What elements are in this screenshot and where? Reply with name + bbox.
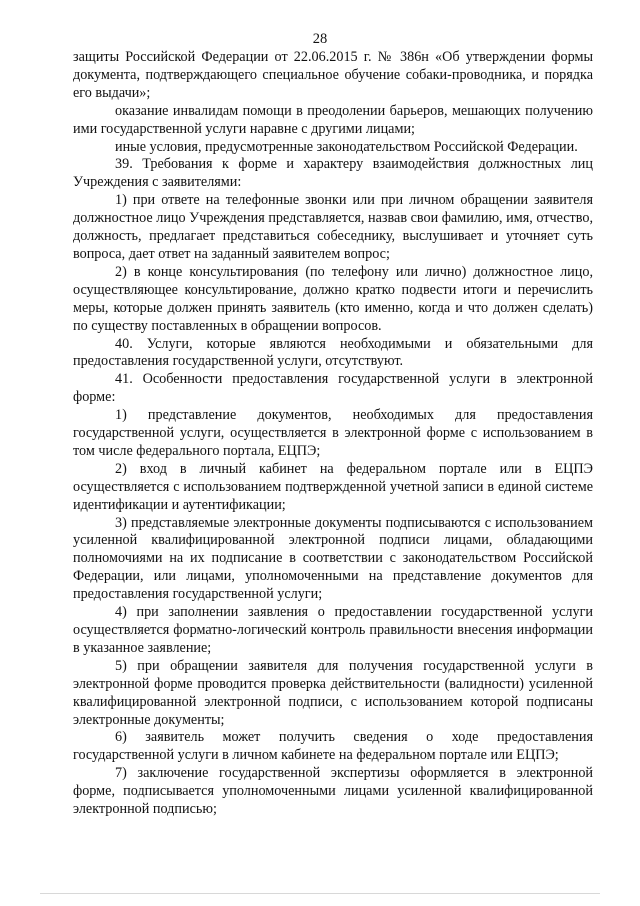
page-number: 28 xyxy=(312,31,328,47)
paragraph-41-item-6: 6) заявитель может получить сведения о ходе предоставления государственной услуги в личном кабинете на федеральном портале или ЕЦПЭ; xyxy=(73,729,593,764)
paragraph-41-electronic-form: 41. Особенности предоставления государственной услуги в электронной форме: xyxy=(73,371,593,406)
paragraph-40-necessary-services: 40. Услуги, которые являются необходимыми и обязательными для предоставления государственной услуги, отсутствуют. xyxy=(73,335,593,370)
paragraph-41-item-4: 4) при заполнении заявления о предоставлении государственной услуги осуществляется форматно-логический контроль правильности внесения информации в указанное заявление; xyxy=(73,604,593,656)
paragraph-assistance-barriers: оказание инвалидам помощи в преодолении барьеров, мешающих получению ими государственной услуги наравне с другими лицами; xyxy=(73,102,593,137)
paragraph-other-conditions: иные условия, предусмотренные законодательством Российской Федерации. xyxy=(115,138,578,155)
paragraph-41-item-1: 1) представление документов, необходимых для предоставления государственной услуги, осуществляется в электронной форме с использованием в том числе федерального портала, ЕЦПЭ; xyxy=(73,407,593,459)
document-body xyxy=(73,49,593,819)
paragraph-39-item-1: 1) при ответе на телефонные звонки или при личном обращении заявителя должностное лицо Учреждения представляется, назвав свои фамилию, имя, отчество, должность, предлагает представиться собеседнику, выслушивает и уточняет суть вопроса, дает ответ на заданный заявителем вопрос; xyxy=(73,192,593,262)
paragraph-41-item-5: 5) при обращении заявителя для получения государственной услуги в электронной форме проводится проверка действительности (валидности) усиленной квалифицированной электронной подписи, с использованием которой подписаны электронные документы; xyxy=(73,657,593,728)
paragraph-41-item-2: 2) вход в личный кабинет на федеральном портале или в ЕЦПЭ осуществляется с использованием подтвержденной учетной записи в единой системе идентификации и аутентификации; xyxy=(73,460,593,513)
paragraph-41-item-7: 7) заключение государственной экспертизы оформляется в электронной форме, подписывается уполномоченными лицами усиленной квалифицированной электронной подписью; xyxy=(73,765,593,818)
paragraph-41-item-3: 3) представляемые электронные документы подписываются с использованием усиленной квалифицированной электронной подписи лицами, обладающими полномочиями на их подписание в соответствии с законодательством Российской Федерации, или лицами, уполномоченными на представление документов для предоставления государственной услуги; xyxy=(73,514,593,603)
paragraph-39-item-2: 2) в конце консультирования (по телефону или лично) должностное лицо, осуществляющее консультирование, должно кратко подвести итоги и перечислить меры, которые должен принять заявитель (кто именно, когда и что должен сделать) по существу поставленных в обращении вопросов. xyxy=(73,263,593,334)
paragraph-continuation-order-386n: защиты Российской Федерации от 22.06.2015 г. № 386н «Об утверждении формы документа, подтверждающего специальное обучение собаки-проводника, и порядка его выдачи»; xyxy=(73,49,593,101)
scan-edge-line xyxy=(40,893,600,894)
paragraph-39-interaction-requirements: 39. Требования к форме и характеру взаимодействия должностных лиц Учреждения с заявителями: xyxy=(73,156,593,191)
